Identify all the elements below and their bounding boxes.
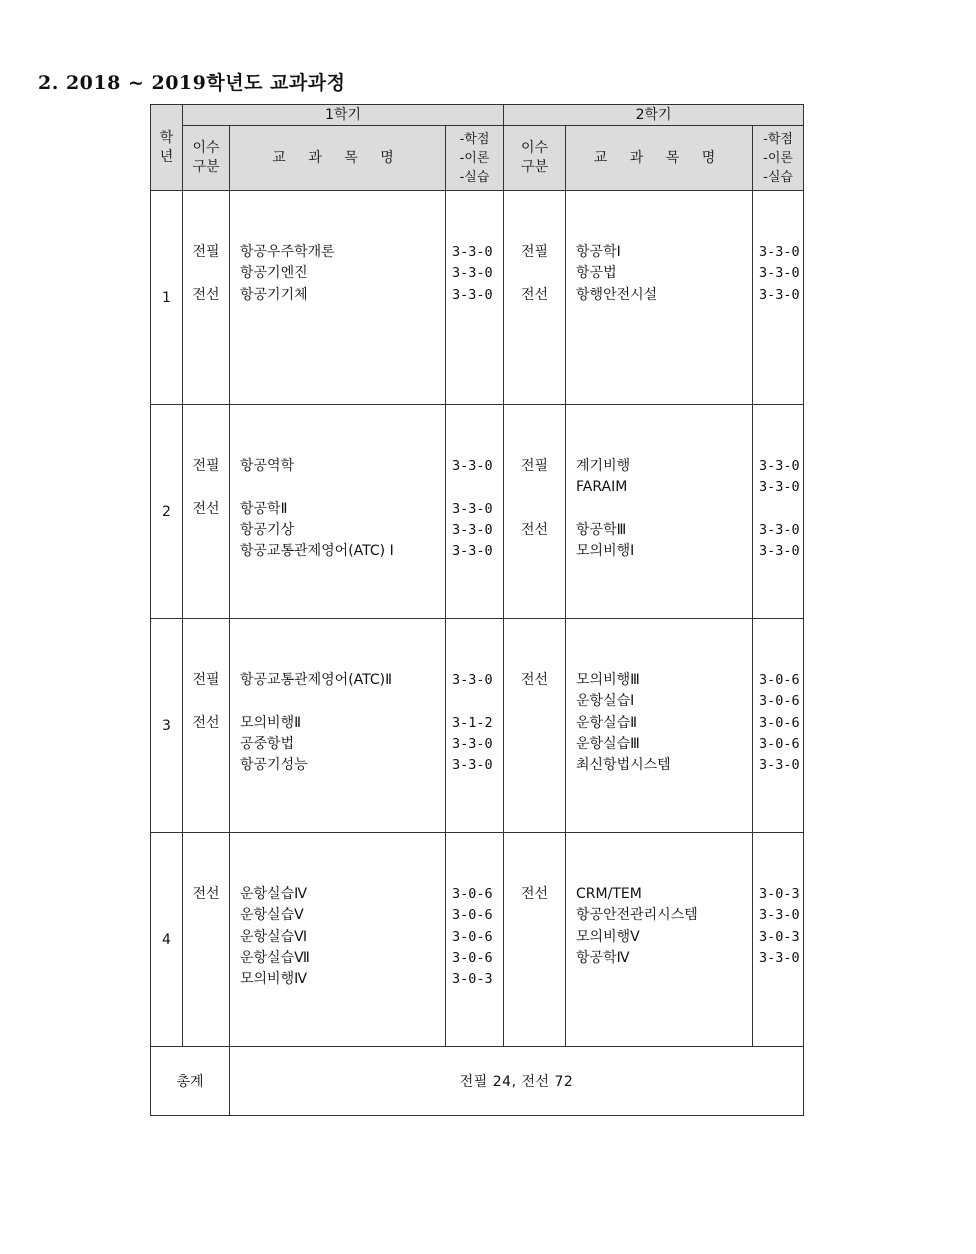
subject-name: 항공기성능 — [240, 757, 308, 774]
s1-category-header-label: 이수 구분 — [192, 140, 220, 175]
subject-name: 계기비행 — [576, 458, 631, 474]
s2-subject-cell — [566, 833, 753, 1047]
subject-name: 항행안전시설 — [576, 286, 658, 303]
year-number: 3 — [151, 619, 183, 833]
subject-name — [240, 691, 445, 712]
credit-value: 3-3-0 — [759, 521, 800, 538]
credit-value: 3-3-0 — [452, 757, 493, 774]
credit-value: 3-0-6 — [759, 735, 800, 752]
credit-value: 3-3-0 — [759, 458, 800, 474]
s1-category-header — [183, 126, 230, 191]
category-text: 전선 — [192, 500, 220, 517]
credit-value: 3-3-0 — [452, 521, 493, 538]
credit-value: 3-0-6 — [452, 886, 493, 902]
subject-name: 항공교통관제영어(ATC)Ⅱ — [240, 672, 393, 688]
credit-value: 3-3-0 — [452, 244, 493, 260]
s1-credits-cell — [446, 833, 504, 1047]
category-text: 전선 — [521, 286, 549, 303]
category-text: 전선 — [521, 886, 549, 902]
s2-category-cell — [504, 619, 566, 833]
year-row — [151, 191, 804, 405]
s2-subject-cell — [566, 405, 753, 619]
credit-value: 3-3-0 — [452, 265, 493, 282]
s1-subject-header — [230, 126, 446, 191]
credit-value — [759, 499, 803, 520]
category-text: 전선 — [192, 886, 220, 902]
page-title: 2. 2018 ~ 2019학년도 교과과정 — [38, 72, 346, 94]
subject-name: 항공학Ⅰ — [576, 244, 621, 260]
credit-value: 3-0-3 — [759, 886, 800, 902]
category-text: 전필 — [521, 458, 549, 474]
category-text: 전선 — [192, 286, 220, 303]
s1-category-cell — [183, 833, 230, 1047]
subject-name: 운항실습Ⅱ — [576, 714, 638, 731]
credit-value: 3-3-0 — [759, 286, 800, 303]
year-header — [151, 105, 183, 191]
subject-name: 운항실습Ⅵ — [240, 928, 308, 945]
total-row — [151, 1047, 804, 1116]
s1-subject-cell — [230, 619, 446, 833]
credit-value — [452, 477, 503, 498]
s1-category-cell — [183, 191, 230, 405]
s1-credits-header-label: -학점 -이론 -실습 — [459, 131, 490, 185]
category-text — [183, 691, 229, 712]
s2-subject-cell — [566, 191, 753, 405]
category-text — [183, 477, 229, 498]
credit-value: 3-3-0 — [759, 479, 800, 496]
subject-name: 운항실습Ⅴ — [240, 907, 304, 924]
semester-header-row — [151, 105, 804, 126]
credit-value: 3-0-3 — [759, 928, 800, 945]
subject-name: 모의비행Ⅲ — [576, 672, 640, 688]
credit-value: 3-3-0 — [759, 265, 800, 282]
s1-credits-cell — [446, 619, 504, 833]
category-text — [504, 477, 565, 498]
credit-value: 3-3-0 — [759, 907, 800, 924]
year-row — [151, 405, 804, 619]
s1-subject-cell — [230, 833, 446, 1047]
subject-name: 항공학Ⅳ — [576, 949, 630, 966]
subject-name: 운항실습Ⅳ — [240, 886, 308, 902]
s1-credits-cell — [446, 191, 504, 405]
credit-value: 3-0-6 — [452, 928, 493, 945]
subject-name: 모의비행Ⅳ — [240, 971, 308, 988]
credit-value: 3-3-0 — [759, 543, 800, 560]
credit-value: 3-0-3 — [452, 971, 493, 988]
credit-value: 3-3-0 — [452, 672, 493, 688]
subject-name: 항공법 — [576, 265, 617, 282]
s1-category-cell — [183, 619, 230, 833]
year-number: 1 — [151, 191, 183, 405]
s2-credits-cell — [753, 191, 804, 405]
credit-value: 3-0-6 — [452, 907, 493, 924]
subject-name: 항공학Ⅱ — [240, 500, 288, 517]
semester2-header: 2학기 — [504, 105, 804, 126]
s2-credits-cell — [753, 405, 804, 619]
category-text: 전선 — [192, 714, 220, 731]
subject-name — [576, 499, 752, 520]
category-text: 전필 — [192, 458, 220, 474]
s2-category-cell — [504, 405, 566, 619]
year-rows — [151, 191, 804, 1047]
subject-name: 최신항법시스템 — [576, 757, 671, 774]
s1-credits-cell — [446, 405, 504, 619]
s2-subject-header — [566, 126, 753, 191]
subject-name: 운항실습Ⅰ — [576, 693, 635, 710]
year-header-label: 학 년 — [159, 129, 174, 165]
credit-value — [452, 691, 503, 712]
s1-category-cell — [183, 405, 230, 619]
subject-name: FARAIM — [576, 479, 628, 496]
subject-name: 항공기기체 — [240, 286, 308, 303]
credit-value: 3-3-0 — [759, 757, 800, 774]
s2-credits-cell — [753, 619, 804, 833]
s2-category-cell — [504, 191, 566, 405]
subject-name: 운항실습Ⅲ — [576, 735, 640, 752]
category-text: 전필 — [192, 672, 220, 688]
subject-name: 모의비행Ⅴ — [576, 928, 640, 945]
total-label: 총계 — [151, 1047, 230, 1116]
credit-value: 3-3-0 — [452, 543, 493, 560]
category-text — [504, 499, 565, 520]
s2-category-cell — [504, 833, 566, 1047]
subject-name: 항공기상 — [240, 521, 295, 538]
subject-name: 운항실습Ⅶ — [240, 949, 310, 966]
year-number: 2 — [151, 405, 183, 619]
credit-value: 3-3-0 — [452, 458, 493, 474]
credit-value: 3-0-6 — [759, 714, 800, 731]
s1-credits-header — [446, 126, 504, 191]
category-text: 전선 — [521, 672, 549, 688]
s1-subject-cell — [230, 405, 446, 619]
subject-name: 항공기엔진 — [240, 265, 308, 282]
year-row — [151, 833, 804, 1047]
subject-name: CRM/TEM — [576, 886, 642, 902]
subject-name: 모의비행Ⅱ — [240, 714, 301, 731]
credit-value: 3-3-0 — [452, 286, 493, 303]
s2-subject-header-label: 교 과 목 명 — [593, 149, 725, 166]
s2-credits-header-label: -학점 -이론 -실습 — [763, 131, 793, 185]
s2-subject-cell — [566, 619, 753, 833]
s2-category-header — [504, 126, 566, 191]
subject-name: 항공교통관제영어(ATC) Ⅰ — [240, 543, 394, 560]
category-text — [183, 263, 229, 284]
credit-value: 3-1-2 — [452, 714, 493, 731]
subject-name: 항공우주학개론 — [240, 244, 335, 260]
credit-value: 3-0-6 — [452, 949, 493, 966]
subject-name: 항공학Ⅲ — [576, 521, 627, 538]
s2-credits-cell — [753, 833, 804, 1047]
credit-value: 3-3-0 — [759, 244, 800, 260]
year-number: 4 — [151, 833, 183, 1047]
subject-name: 모의비행Ⅰ — [576, 543, 635, 560]
column-header-row — [151, 126, 804, 191]
subject-name: 항공안전관리시스템 — [576, 907, 698, 924]
curriculum-table — [150, 104, 804, 1116]
credit-value: 3-3-0 — [759, 949, 800, 966]
credit-value: 3-3-0 — [452, 500, 493, 517]
s2-credits-header — [753, 126, 804, 191]
category-text: 전필 — [521, 244, 549, 260]
category-text — [504, 263, 565, 284]
credit-value: 3-0-6 — [759, 693, 800, 710]
s1-subject-header-label: 교 과 목 명 — [272, 149, 403, 166]
subject-name — [240, 477, 445, 498]
year-row — [151, 619, 804, 833]
credit-value: 3-0-6 — [759, 672, 800, 688]
subject-name: 항공역학 — [240, 458, 295, 474]
s1-subject-cell — [230, 191, 446, 405]
subject-name: 공중항법 — [240, 735, 295, 752]
total-value: 전필 24, 전선 72 — [230, 1047, 804, 1116]
credit-value: 3-3-0 — [452, 735, 493, 752]
category-text: 전필 — [192, 244, 220, 260]
semester1-header: 1학기 — [183, 105, 504, 126]
s2-category-header-label: 이수 구분 — [521, 140, 549, 175]
category-text: 전선 — [521, 521, 549, 538]
